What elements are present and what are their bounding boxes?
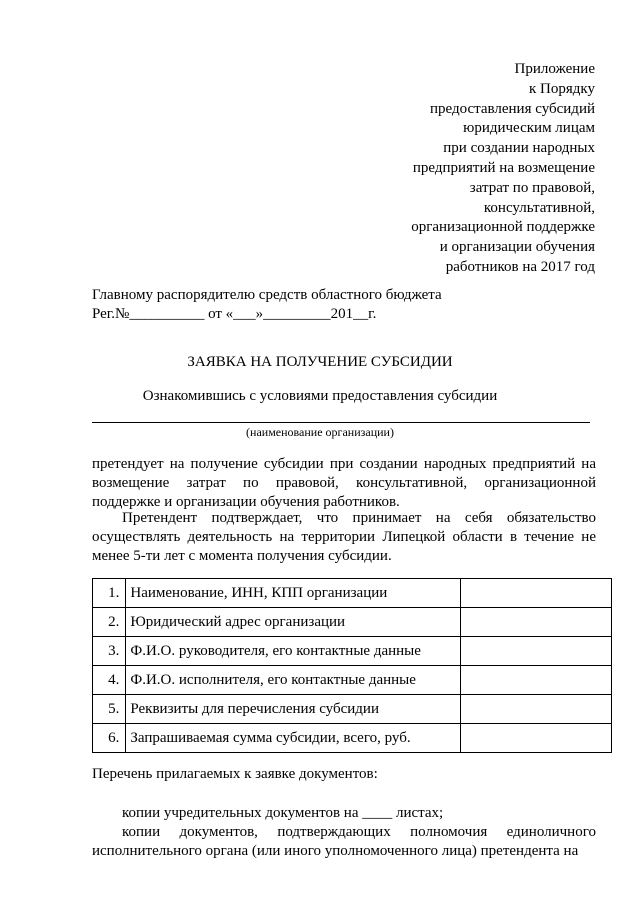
row-value [461,724,612,753]
table-row [93,724,612,753]
annex-line: юридическим лицам [463,120,595,137]
organization-name-line [92,422,590,423]
requisites-table [92,578,612,753]
row-value [461,579,612,608]
row-number: 3. [93,637,126,666]
annex-line: консультативной, [483,199,595,216]
documents-list-heading: Перечень прилагаемых к заявке документов: [92,766,378,782]
row-value [461,608,612,637]
table-row [93,695,612,724]
document-title: ЗАЯВКА НА ПОЛУЧЕНИЕ СУБСИДИИ [187,354,453,370]
documents-list-item: копии документов, подтверждающих полномочия единоличного исполнительного органа (или иного уполномоченного лица) претендента на [92,824,596,859]
row-label: Ф.И.О. руководителя, его контактные данные [126,637,461,666]
intro-text: Ознакомившись с условиями предоставления субсидии [142,388,498,404]
annex-line: предоставления субсидий [429,100,595,117]
paragraph-claim: претендует на получение субсидии при создании народных предприятий на возмещение затрат по правовой, консультативной, организационной поддержке и организации обучения работников. [92,456,596,510]
annex-line: при создании народных [443,140,595,157]
row-value [461,666,612,695]
table-row [93,637,612,666]
row-value [461,637,612,666]
documents-list-item: копии учредительных документов на ____ листах; [122,805,444,821]
row-label: Запрашиваемая сумма субсидии, всего, руб. [126,724,461,753]
annex-header [411,60,595,278]
organization-caption: (наименование организации) [246,425,394,439]
row-number: 1. [93,579,126,608]
row-value [461,695,612,724]
annex-line: затрат по правовой, [469,179,595,196]
annex-line: организационной поддержке [411,219,595,236]
table-row [93,666,612,695]
addressee-block [92,286,442,324]
addressee-line: Главному распорядителю средств областного бюджета [92,287,442,303]
table-row [93,608,612,637]
row-number: 2. [93,608,126,637]
annex-line: работников на 2017 год [445,258,595,275]
row-label: Реквизиты для перечисления субсидии [126,695,461,724]
row-number: 5. [93,695,126,724]
paragraph-obligation: Претендент подтверждает, что принимает на себя обязательство осуществлять деятельность на территории Липецкой области в течение не менее 5-ти лет с момента получения субсидии. [92,510,596,564]
annex-line: предприятий на возмещение [412,159,595,176]
annex-line: и организации обучения [439,239,595,256]
annex-line: к Порядку [529,80,595,97]
row-number: 4. [93,666,126,695]
row-label: Юридический адрес организации [126,608,461,637]
row-label: Ф.И.О. исполнителя, его контактные данные [126,666,461,695]
row-label: Наименование, ИНН, КПП организации [126,579,461,608]
registration-line: Рег.№__________ от «___»_________201__г. [92,306,377,322]
annex-line: Приложение [514,61,595,77]
row-number: 6. [93,724,126,753]
table-row [93,579,612,608]
